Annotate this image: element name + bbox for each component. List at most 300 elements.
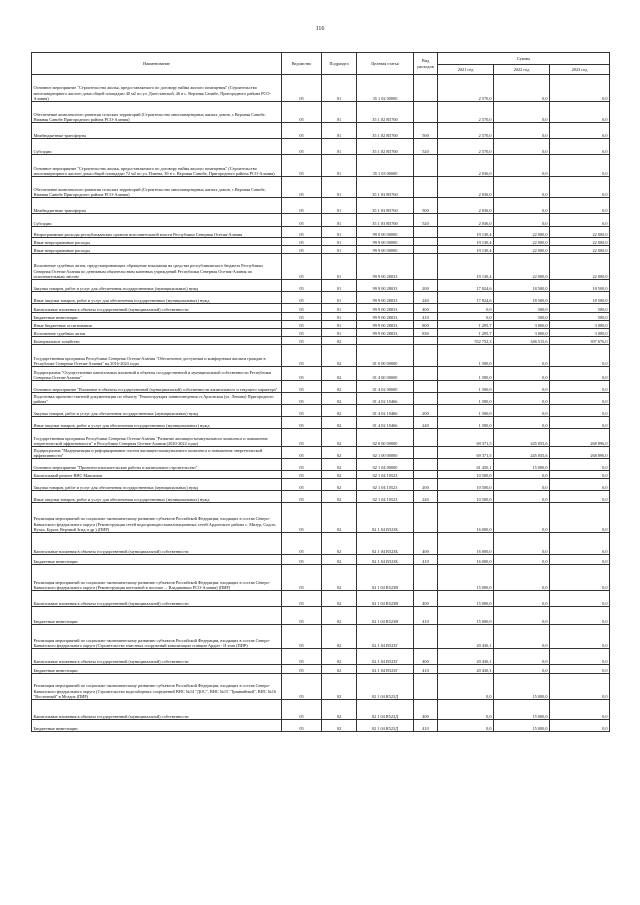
cell-section: 05 [282, 649, 322, 665]
cell-article: 02 1 04 R523Б [357, 555, 414, 565]
cell-2021: 17 824,6 [438, 280, 494, 292]
cell-expense-type [414, 503, 438, 533]
table-row [32, 280, 610, 292]
cell-article: 02 1 04 R523Г [357, 665, 414, 674]
cell-subsection: 02 [322, 381, 357, 393]
cell-subsection: 02 [322, 405, 357, 417]
cell-name: Обеспечение комплексного развития сельских территорий (Строительство многоквартирных жилых домов, с.Верхняя Санибе, Нижняя Санибе Пригородного района РСО-Алания) [32, 177, 282, 198]
cell-article: 02 1 04 R523Г [357, 625, 414, 649]
cell-2023: 0,0 [550, 75, 610, 102]
cell-section: 05 [282, 345, 322, 367]
table-row [32, 555, 610, 565]
cell-expense-type: 520 [414, 139, 438, 155]
cell-name: Коммунальное хозяйство [32, 337, 282, 345]
cell-2023: 0,0 [550, 177, 610, 198]
table-row [32, 292, 610, 304]
cell-2022: 0,0 [494, 591, 550, 607]
cell-2022: 0,0 [494, 102, 550, 123]
cell-article: 99 9 00 28033 [357, 313, 414, 321]
cell-2023: 0,0 [550, 393, 610, 405]
cell-article: 02 1 04 R523Д [357, 700, 414, 720]
cell-section: 05 [282, 471, 322, 479]
cell-article: 35 1 02 R5760 [357, 123, 414, 139]
cell-2022: 0,0 [494, 649, 550, 665]
cell-2021: 1 500,0 [438, 417, 494, 429]
cell-article: 99 0 00 00000 [357, 227, 414, 238]
cell-2022: 0,0 [494, 625, 550, 649]
cell-article: 02 1 04 R523В [357, 591, 414, 607]
cell-2023: 0,0 [550, 417, 610, 429]
cell-2021: 1 500,0 [438, 381, 494, 393]
cell-subsection: 01 [322, 246, 357, 254]
cell-2022: 15 000,0 [494, 674, 550, 700]
cell-2023: 0,0 [550, 625, 610, 649]
cell-name: Бюджетные инвестиции [32, 607, 282, 625]
table-row [32, 313, 610, 321]
cell-section: 05 [282, 329, 322, 337]
cell-name: Государственная программа Республики Северная Осетия-Алания "Развитие жилищно-коммунального комплекса и повышение энергетической эффективности" в Республике Северная Осетия-Алания (2020-2022 годы) [32, 429, 282, 447]
cell-name: Бюджетные инвестиции [32, 555, 282, 565]
cell-name: Субсидии [32, 214, 282, 227]
cell-name: Основное мероприятие "Вложение в объекты государственной (муниципальной) собственности капитального и текущего характера" [32, 381, 282, 393]
cell-expense-type: 520 [414, 214, 438, 227]
cell-2023: 0,0 [550, 471, 610, 479]
cell-article: 01 4 02 10466 [357, 417, 414, 429]
cell-expense-type: 830 [414, 329, 438, 337]
cell-name: Закупка товаров, работ и услуг для обеспечения государственных (муниципальных) нужд [32, 479, 282, 491]
cell-expense-type [414, 393, 438, 405]
cell-expense-type: 800 [414, 321, 438, 329]
cell-name: Бюджетные инвестиции [32, 665, 282, 674]
cell-subsection: 01 [322, 75, 357, 102]
cell-article: 02 1 04 R523Д [357, 720, 414, 732]
cell-section: 05 [282, 155, 322, 177]
cell-name: Государственная программа Республики Северная Осетия-Алания "Обеспечение доступным и комфортным жильем граждан в Республике Северная Осетия-Алания" на 2016-2024 годы [32, 345, 282, 367]
header-year-2021: 2021 год [438, 65, 494, 75]
cell-expense-type: 500 [414, 123, 438, 139]
cell-section: 05 [282, 238, 322, 246]
cell-name: Непрограммные расходы республиканских органов исполнительной власти Республики Северная Осетия-Алания [32, 227, 282, 238]
budget-table [31, 52, 610, 732]
cell-2022: 0,0 [494, 555, 550, 565]
header-article: Целевая статья [357, 53, 414, 75]
cell-2022: 18 500,0 [494, 280, 550, 292]
cell-name: Реализация мероприятий по социально-экономическому развитию субъектов Российской Федерации, входящих в состав Северо-Кавказского федерального округа (Строительство водозаборных сооружений ВНС №14 "ДОС", ВНС №15 "Трамвайный", ВНС №16 "Восточный" в Моздок (ПИР) [32, 674, 282, 700]
cell-2023: 0,0 [550, 214, 610, 227]
cell-2022: 0,0 [494, 479, 550, 491]
cell-subsection: 01 [322, 227, 357, 238]
cell-expense-type [414, 75, 438, 102]
cell-section: 05 [282, 533, 322, 555]
table-row [32, 246, 610, 254]
cell-2021: 1 295,7 [438, 329, 494, 337]
cell-expense-type [414, 227, 438, 238]
cell-name: Иные бюджетные ассигнования [32, 321, 282, 329]
cell-name: Бюджетные инвестиции [32, 720, 282, 732]
cell-2021: 20 430,1 [438, 649, 494, 665]
table-row [32, 591, 610, 607]
cell-expense-type [414, 447, 438, 459]
cell-2022: 0,0 [494, 155, 550, 177]
cell-subsection: 01 [322, 304, 357, 313]
cell-subsection: 02 [322, 429, 357, 447]
cell-2022: 0,0 [494, 177, 550, 198]
cell-2023: 22 000,0 [550, 254, 610, 280]
cell-2023: 0,0 [550, 367, 610, 381]
cell-2021: 1 500,0 [438, 393, 494, 405]
cell-2022: 22 000,0 [494, 246, 550, 254]
cell-name: Капитальный ремонт ВНС Максимов [32, 471, 282, 479]
cell-subsection: 01 [322, 139, 357, 155]
cell-section: 05 [282, 674, 322, 700]
cell-expense-type: 240 [414, 491, 438, 503]
cell-subsection: 01 [322, 102, 357, 123]
table-row [32, 565, 610, 591]
cell-section: 05 [282, 405, 322, 417]
cell-section: 05 [282, 227, 322, 238]
cell-section: 05 [282, 607, 322, 625]
cell-name: Субсидии [32, 139, 282, 155]
cell-article: 02 1 04 R523Д [357, 674, 414, 700]
cell-2021: 2 036,0 [438, 155, 494, 177]
cell-2023: 0,0 [550, 123, 610, 139]
cell-expense-type [414, 155, 438, 177]
cell-subsection: 02 [322, 459, 357, 471]
cell-2023: 0,0 [550, 155, 610, 177]
cell-2021: 69 371,5 [438, 429, 494, 447]
cell-2023: 0,0 [550, 381, 610, 393]
cell-expense-type [414, 254, 438, 280]
cell-2022: 0,0 [494, 393, 550, 405]
cell-subsection: 01 [322, 155, 357, 177]
cell-name: Подпрограмма "Осуществление капитальных вложений в объекты государственной и муниципальной собственности Республики Северная Осетия-Алания" [32, 367, 282, 381]
cell-name: Исполнение судебных актов, предусматривающих обращение взыскания на средства республиканского бюджета Республики Северная Осетия-Алания по денежным обязательствам казенных учреждений Республики Северная Осетия-Алания по исполнительным листам [32, 254, 282, 280]
cell-2022: 0,0 [494, 565, 550, 591]
cell-expense-type [414, 367, 438, 381]
cell-subsection: 02 [322, 565, 357, 591]
cell-article: 99 9 00 28033 [357, 321, 414, 329]
table-row [32, 479, 610, 491]
table-row [32, 238, 610, 246]
cell-2023: 500,0 [550, 313, 610, 321]
cell-name: Реализация мероприятий по социально-экономическому развитию субъектов Российской Федерации, входящих в состав Северо-Кавказского федерального округа (Реконструкция котельной в поселке ... Владикавказ РСО-Алания) (ПИР) [32, 565, 282, 591]
table-row [32, 665, 610, 674]
table-row [32, 625, 610, 649]
cell-article: 01 4 00 00000 [357, 367, 414, 381]
cell-2022: 22 000,0 [494, 254, 550, 280]
table-row [32, 447, 610, 459]
cell-section: 05 [282, 429, 322, 447]
cell-2022: 15 000,0 [494, 700, 550, 720]
cell-section: 05 [282, 700, 322, 720]
table-row [32, 321, 610, 329]
cell-article: 02 1 04 00000 [357, 459, 414, 471]
cell-subsection: 02 [322, 367, 357, 381]
cell-expense-type [414, 246, 438, 254]
cell-subsection: 02 [322, 447, 357, 459]
cell-section: 05 [282, 479, 322, 491]
cell-2023: 0,0 [550, 700, 610, 720]
cell-expense-type [414, 102, 438, 123]
cell-section: 05 [282, 393, 322, 405]
cell-name: Иные закупки товаров, работ и услуг для обеспечения государственных (муниципальных) нужд [32, 491, 282, 503]
cell-article: 01 4 02 10466 [357, 405, 414, 417]
table-row [32, 367, 610, 381]
cell-subsection: 02 [322, 393, 357, 405]
cell-name: Подпрограмма "Модернизация и реформирование систем жилищно-коммунального комплекса и повышение энергетической эффективности" [32, 447, 282, 459]
cell-2021: 2 036,0 [438, 198, 494, 214]
cell-article: 02 1 04 R523Б [357, 503, 414, 533]
cell-2021: 1 295,7 [438, 321, 494, 329]
cell-subsection: 02 [322, 625, 357, 649]
cell-2022: 18 500,0 [494, 292, 550, 304]
cell-2021: 10 500,0 [438, 491, 494, 503]
cell-2022: 0,0 [494, 381, 550, 393]
cell-name: Иные закупки товаров, работ и услуг для обеспечения государственных (муниципальных) нужд [32, 417, 282, 429]
cell-article: 99 9 00 00000 [357, 238, 414, 246]
cell-article: 35 1 03 R5760 [357, 214, 414, 227]
cell-2023: 0,0 [550, 674, 610, 700]
table-row [32, 345, 610, 367]
cell-2022: 22 000,0 [494, 238, 550, 246]
cell-expense-type: 410 [414, 607, 438, 625]
cell-2022: 0,0 [494, 491, 550, 503]
cell-expense-type: 240 [414, 417, 438, 429]
cell-2023: 0,0 [550, 649, 610, 665]
cell-2023: 18 500,0 [550, 280, 610, 292]
cell-article: 02 1 04 10523 [357, 479, 414, 491]
cell-2023: 3 000,0 [550, 321, 610, 329]
cell-article: 02 1 04 R523Б [357, 533, 414, 555]
cell-name: Реализация мероприятий по социально-экономическому развитию субъектов Российской Федерации, входящих в состав Северо-Кавказского федерального округа (Реконструкция сетей водопроводно-канализационных сетей Ардонского района с. Мизур, Садон, Нузал, Бурон, Верхний Згид и др.) (ПИР) [32, 503, 282, 533]
cell-expense-type: 500 [414, 198, 438, 214]
cell-subsection: 02 [322, 345, 357, 367]
cell-subsection: 02 [322, 591, 357, 607]
cell-2022: 3 000,0 [494, 321, 550, 329]
header-name: Наименование [32, 53, 282, 75]
cell-2023: 500,0 [550, 304, 610, 313]
cell-name: Закупка товаров, работ и услуг для обеспечения государственных (муниципальных) нужд [32, 405, 282, 417]
cell-article: 35 1 02 R5760 [357, 102, 414, 123]
cell-2022: 0,0 [494, 533, 550, 555]
cell-2022: 0,0 [494, 417, 550, 429]
cell-2022: 346 515,6 [494, 337, 550, 345]
cell-2021: 0,0 [438, 720, 494, 732]
cell-section: 05 [282, 292, 322, 304]
cell-article: 02 0 00 00000 [357, 429, 414, 447]
cell-2023: 0,0 [550, 720, 610, 732]
cell-section: 05 [282, 565, 322, 591]
cell-section: 05 [282, 447, 322, 459]
cell-2023: 0,0 [550, 591, 610, 607]
cell-article: 01 4 02 10466 [357, 393, 414, 405]
table-row [32, 337, 610, 345]
cell-expense-type: 410 [414, 665, 438, 674]
cell-2021: 15 000,0 [438, 565, 494, 591]
cell-expense-type: 410 [414, 555, 438, 565]
cell-2021: 10 500,0 [438, 479, 494, 491]
cell-section: 05 [282, 139, 322, 155]
cell-subsection: 02 [322, 700, 357, 720]
cell-article: 02 1 00 00000 [357, 447, 414, 459]
table-row [32, 102, 610, 123]
cell-section: 05 [282, 381, 322, 393]
cell-subsection: 02 [322, 674, 357, 700]
table-row [32, 491, 610, 503]
cell-expense-type [414, 381, 438, 393]
cell-subsection: 02 [322, 337, 357, 345]
cell-name: Подготовка проектно-сметной документации по объекту "Реконструкция ливнеотведения ст.Архонская (ул. Ленина) Пригородного района" [32, 393, 282, 405]
cell-section: 05 [282, 459, 322, 471]
cell-2021: 2 036,0 [438, 214, 494, 227]
cell-article: 99 9 00 28033 [357, 329, 414, 337]
table-row [32, 123, 610, 139]
cell-2021: 16 000,0 [438, 555, 494, 565]
cell-article: 01 4 02 00000 [357, 381, 414, 393]
cell-2021: 19 130,4 [438, 238, 494, 246]
cell-2023: 397 676,0 [550, 337, 610, 345]
cell-section: 05 [282, 75, 322, 102]
cell-2021: 16 000,0 [438, 503, 494, 533]
table-row [32, 155, 610, 177]
cell-article: 99 9 00 28033 [357, 304, 414, 313]
cell-subsection: 01 [322, 177, 357, 198]
cell-2023: 0,0 [550, 405, 610, 417]
cell-2021: 2 036,0 [438, 177, 494, 198]
cell-2022: 0,0 [494, 503, 550, 533]
cell-section: 05 [282, 591, 322, 607]
cell-2021: 20 430,1 [438, 665, 494, 674]
cell-2021: 0,0 [438, 674, 494, 700]
header-year-2023: 2023 год [550, 65, 610, 75]
cell-name: Исполнение судебных актов [32, 329, 282, 337]
cell-subsection: 02 [322, 720, 357, 732]
cell-section: 05 [282, 254, 322, 280]
cell-article: 35 1 03 00000 [357, 155, 414, 177]
cell-2023: 0,0 [550, 665, 610, 674]
table-row [32, 607, 610, 625]
table-row [32, 214, 610, 227]
cell-article: 02 1 04 R523В [357, 607, 414, 625]
cell-expense-type: 200 [414, 405, 438, 417]
cell-expense-type: 400 [414, 591, 438, 607]
cell-2022: 3 000,0 [494, 329, 550, 337]
cell-section: 05 [282, 280, 322, 292]
cell-article: 35 1 02 00000 [357, 75, 414, 102]
cell-subsection: 02 [322, 479, 357, 491]
cell-2023: 22 000,0 [550, 238, 610, 246]
cell-2023: 0,0 [550, 607, 610, 625]
cell-2022: 0,0 [494, 123, 550, 139]
cell-expense-type: 240 [414, 292, 438, 304]
cell-2022: 0,0 [494, 75, 550, 102]
table-row [32, 254, 610, 280]
cell-section: 05 [282, 102, 322, 123]
cell-2022: 500,0 [494, 313, 550, 321]
cell-2022: 245 055,6 [494, 447, 550, 459]
cell-2023: 0,0 [550, 503, 610, 533]
cell-subsection: 02 [322, 665, 357, 674]
cell-2021: 552 752,3 [438, 337, 494, 345]
cell-2023: 18 500,0 [550, 292, 610, 304]
cell-section: 05 [282, 198, 322, 214]
table-row [32, 649, 610, 665]
cell-2022: 0,0 [494, 665, 550, 674]
cell-subsection: 01 [322, 321, 357, 329]
cell-2022: 22 000,0 [494, 227, 550, 238]
table-row [32, 417, 610, 429]
cell-2022: 0,0 [494, 214, 550, 227]
cell-subsection: 01 [322, 329, 357, 337]
cell-name: Основное мероприятие "Строительство жилья, предоставляемого по договору найма жилого помещения" (Строительство многоквартирного жилого дома общей площадью 40 м2 по ул. Дагестанской, 46 в с. Верхняя Санибе, Пригородного района РСО-Алания) [32, 75, 282, 102]
cell-article: 35 1 03 R5760 [357, 177, 414, 198]
cell-2021: 2 570,0 [438, 139, 494, 155]
table-row [32, 720, 610, 732]
cell-subsection: 01 [322, 292, 357, 304]
cell-2021: 15 000,0 [438, 591, 494, 607]
cell-article: 01 0 00 00000 [357, 345, 414, 367]
cell-2022: 500,0 [494, 304, 550, 313]
header-subsection: Подраздел [322, 53, 357, 75]
cell-2023: 0,0 [550, 102, 610, 123]
cell-2021: 19 130,4 [438, 254, 494, 280]
cell-2022: 0,0 [494, 139, 550, 155]
cell-section: 05 [282, 503, 322, 533]
cell-2021: 16 000,0 [438, 533, 494, 555]
table-row [32, 177, 610, 198]
cell-expense-type: 400 [414, 649, 438, 665]
cell-name: Обеспечение комплексного развития сельских территорий (Строительство многоквартирных жилых домов, с.Верхняя Санибе, Нижняя Санибе Пригородного района РСО-Алания) [32, 102, 282, 123]
cell-name: Капитальные вложения в объекты государственной (муниципальной) собственности [32, 649, 282, 665]
table-row [32, 227, 610, 238]
cell-section: 05 [282, 665, 322, 674]
cell-subsection: 02 [322, 491, 357, 503]
cell-section: 05 [282, 491, 322, 503]
table-row [32, 429, 610, 447]
cell-2022: 0,0 [494, 345, 550, 367]
cell-name: Основное мероприятие "Строительство жилья, предоставляемого по договору найма жилого помещения" (Строительство многоквартирного жилого дома общей площадью 72 м2 по ул. Плиева, 39 в с. Верхняя Санибе, Пригородного района РСО-Алания) [32, 155, 282, 177]
cell-expense-type [414, 337, 438, 345]
cell-2022: 0,0 [494, 405, 550, 417]
cell-expense-type [414, 565, 438, 591]
cell-subsection: 02 [322, 649, 357, 665]
header-expense-type: Вид расходов [414, 53, 438, 75]
table-row [32, 503, 610, 533]
cell-name: Реализация мероприятий по социально-экономическому развитию субъектов Российской Федерации, входящих в состав Северо-Кавказского федерального округа (Строительство очистных сооружений канализации станции Ардон - II этап (ПИР) [32, 625, 282, 649]
cell-section: 05 [282, 337, 322, 345]
cell-expense-type [414, 345, 438, 367]
cell-article: 99 9 00 28033 [357, 254, 414, 280]
cell-2021: 1 500,0 [438, 367, 494, 381]
cell-2022: 0,0 [494, 367, 550, 381]
cell-2023: 0,0 [550, 345, 610, 367]
cell-expense-type: 200 [414, 280, 438, 292]
table-row [32, 75, 610, 102]
cell-2021: 10 500,0 [438, 471, 494, 479]
cell-section: 05 [282, 313, 322, 321]
cell-expense-type [414, 429, 438, 447]
cell-expense-type: 400 [414, 304, 438, 313]
cell-section: 05 [282, 625, 322, 649]
cell-2023: 0,0 [550, 491, 610, 503]
cell-subsection: 01 [322, 313, 357, 321]
cell-2021: 0,0 [438, 700, 494, 720]
cell-section: 05 [282, 214, 322, 227]
header-section: Ведомство [282, 53, 322, 75]
cell-section: 05 [282, 304, 322, 313]
cell-name: Капитальные вложения в объекты государственной (муниципальной) собственности [32, 700, 282, 720]
cell-section: 05 [282, 321, 322, 329]
